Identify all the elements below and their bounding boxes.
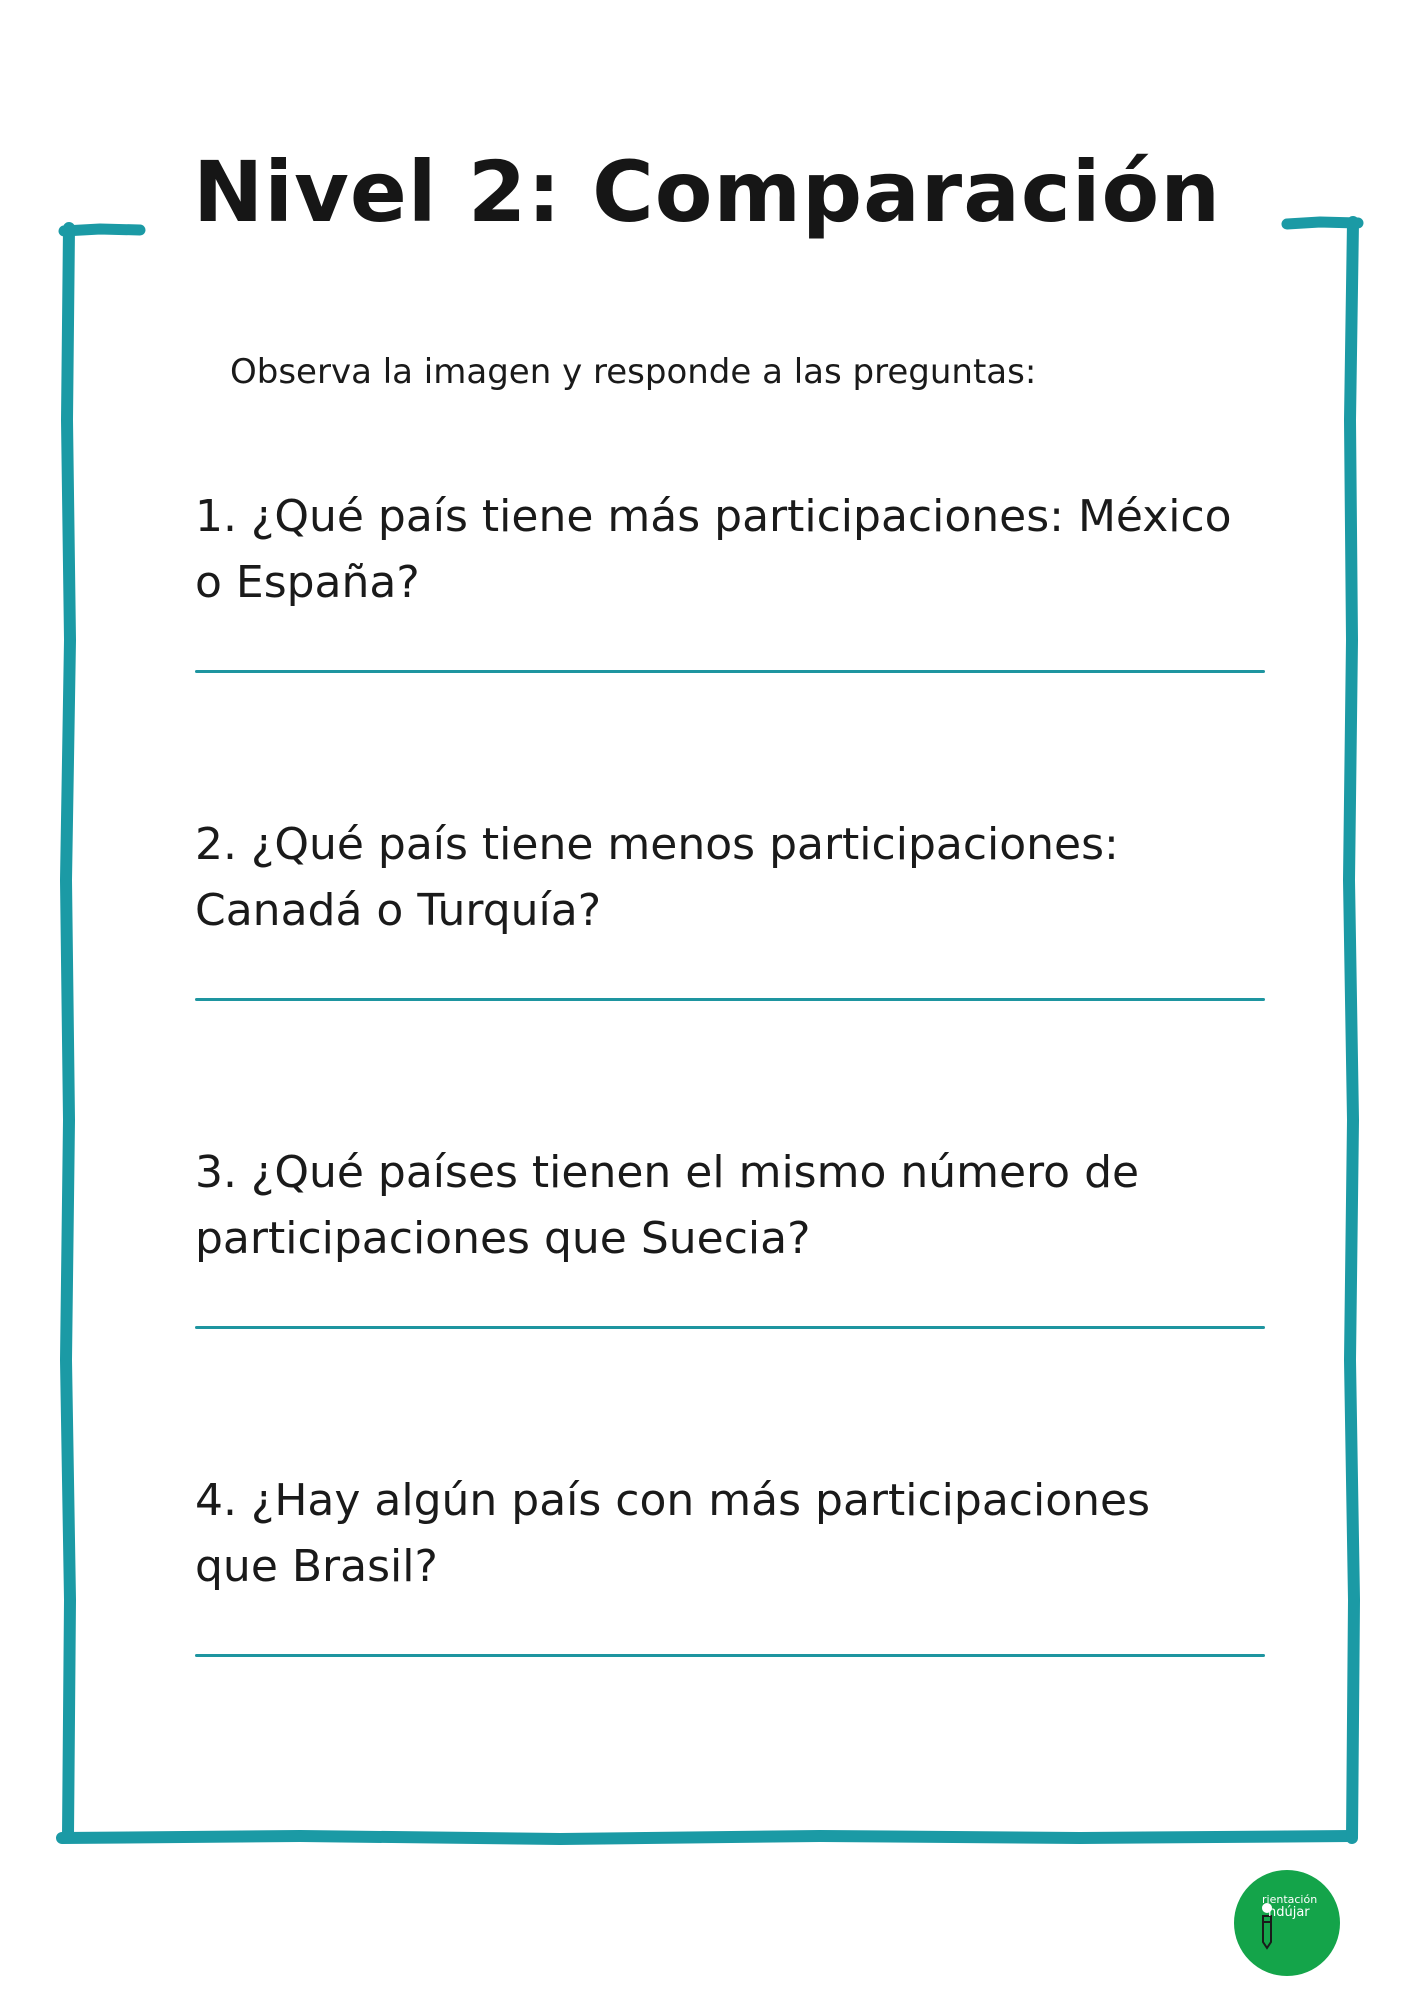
question-2: [195, 812, 1275, 944]
answer-line-4[interactable]: [195, 1654, 1265, 1657]
page-title: Nivel 2: Comparación: [192, 143, 1222, 241]
orientacion-andujar-logo: [1234, 1870, 1340, 1976]
question-2-line-1: 2. ¿Qué país tiene menos participaciones:: [195, 819, 1119, 870]
logo-text-top: rientación: [1262, 1893, 1318, 1906]
question-1-line-2: o España?: [195, 557, 420, 608]
question-2-line-2: Canadá o Turquía?: [195, 885, 602, 936]
question-3: [195, 1140, 1275, 1272]
question-1: [195, 484, 1275, 616]
answer-line-2[interactable]: [195, 998, 1265, 1001]
question-1-line-1: 1. ¿Qué país tiene más participaciones: México: [195, 491, 1232, 542]
question-3-line-1: 3. ¿Qué países tienen el mismo número de: [195, 1147, 1140, 1198]
answer-line-1[interactable]: [195, 670, 1265, 673]
instructions-text: Observa la imagen y responde a las preguntas:: [230, 352, 1037, 392]
answer-line-3[interactable]: [195, 1326, 1265, 1329]
question-4-line-2: que Brasil?: [195, 1541, 438, 1592]
question-4-line-1: 4. ¿Hay algún país con más participaciones: [195, 1475, 1151, 1526]
question-4: [195, 1468, 1275, 1600]
logo-text-bottom: ndújar: [1268, 1905, 1310, 1920]
question-3-line-2: participaciones que Suecia?: [195, 1213, 811, 1264]
